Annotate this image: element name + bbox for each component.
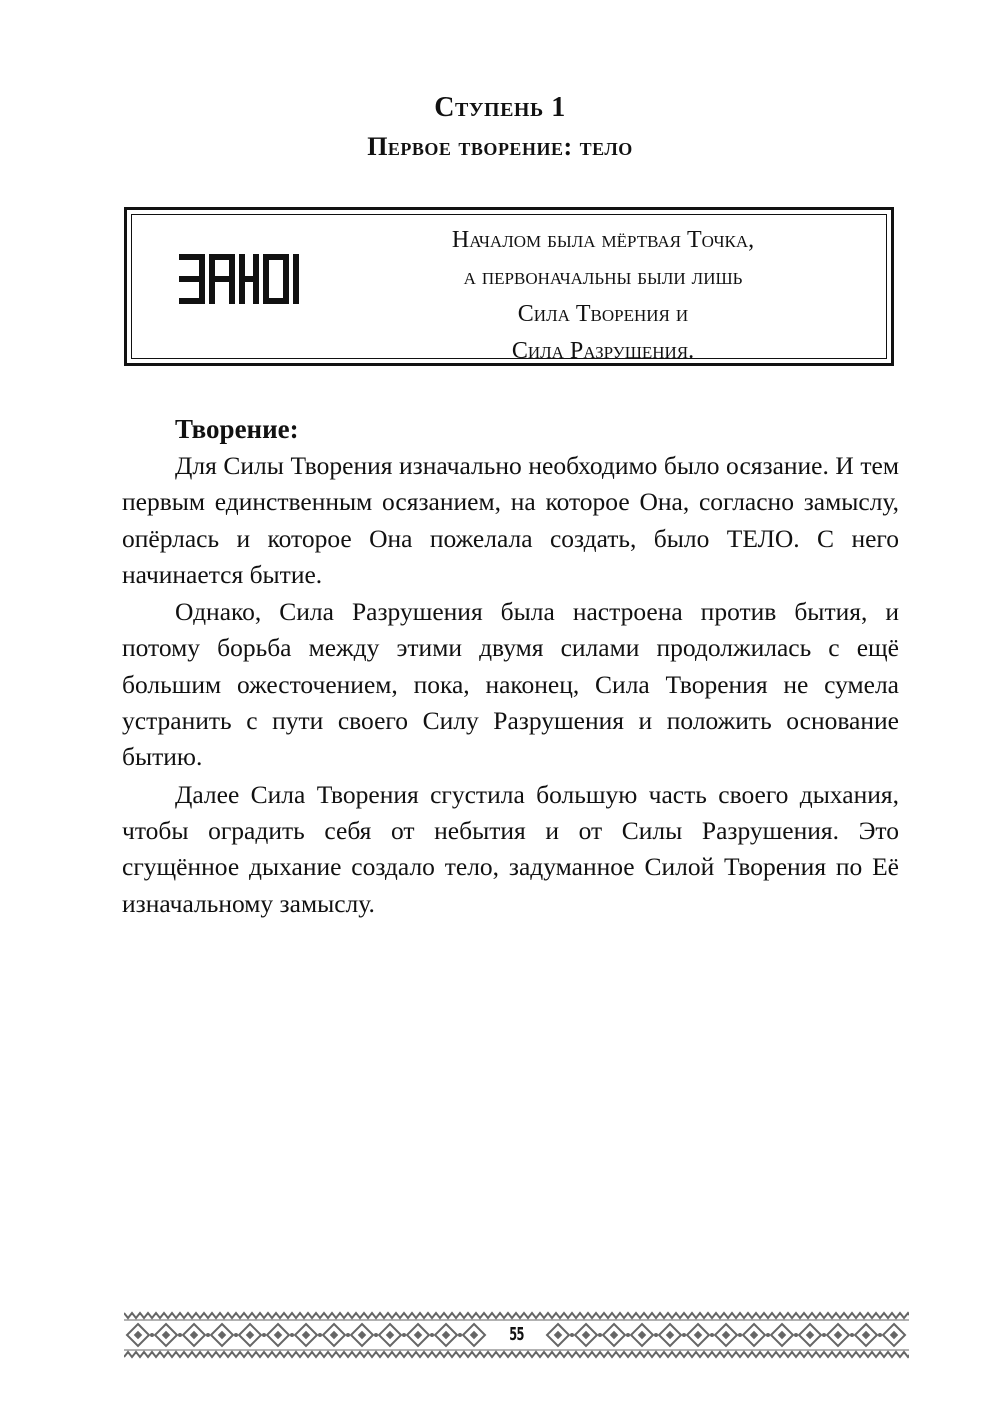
page-number: 55 (509, 1324, 524, 1345)
paragraph: Для Силы Творения изначально необходимо было осязание. И тем первым единственным осязанием, на которое Она, согласно замыслу, опёрлась и которое Она пожелала создать, было ТЕЛО. С него начинается бытие. (122, 451, 899, 589)
law-line: а первоначальны были лишь (463, 264, 743, 290)
law-line: Началом была мёртвая Точка, (451, 227, 755, 253)
body-text (122, 410, 899, 922)
step-heading: Ступень 1 (434, 92, 566, 123)
paragraph: Однако, Сила Разрушения была настроена против бытия, и потому борьба между этими двумя силами продолжилась с ещё большим ожесточением, пока, наконец, Сила Творения не сумела устранить с пути своего Силу Разрушения и положить основание бытию. (122, 597, 899, 772)
footer-ornament-band (124, 1310, 909, 1360)
chapter-title: Первое творение: тело (367, 132, 633, 161)
law-line: Сила Творения и (517, 301, 689, 327)
law-text (403, 222, 803, 370)
law-line: Сила Разрушения. (511, 338, 695, 364)
law-box (124, 207, 894, 366)
section-label: Творение: (175, 414, 299, 444)
law-label-logo (179, 250, 309, 310)
paragraph: Далее Сила Творения сгустила большую часть своего дыхания, чтобы оградить себя от небытия и от Силы Разрушения. Это сгущённое дыхание создало тело, задуманное Силой Творения по Её изначальному замыслу. (122, 779, 899, 918)
